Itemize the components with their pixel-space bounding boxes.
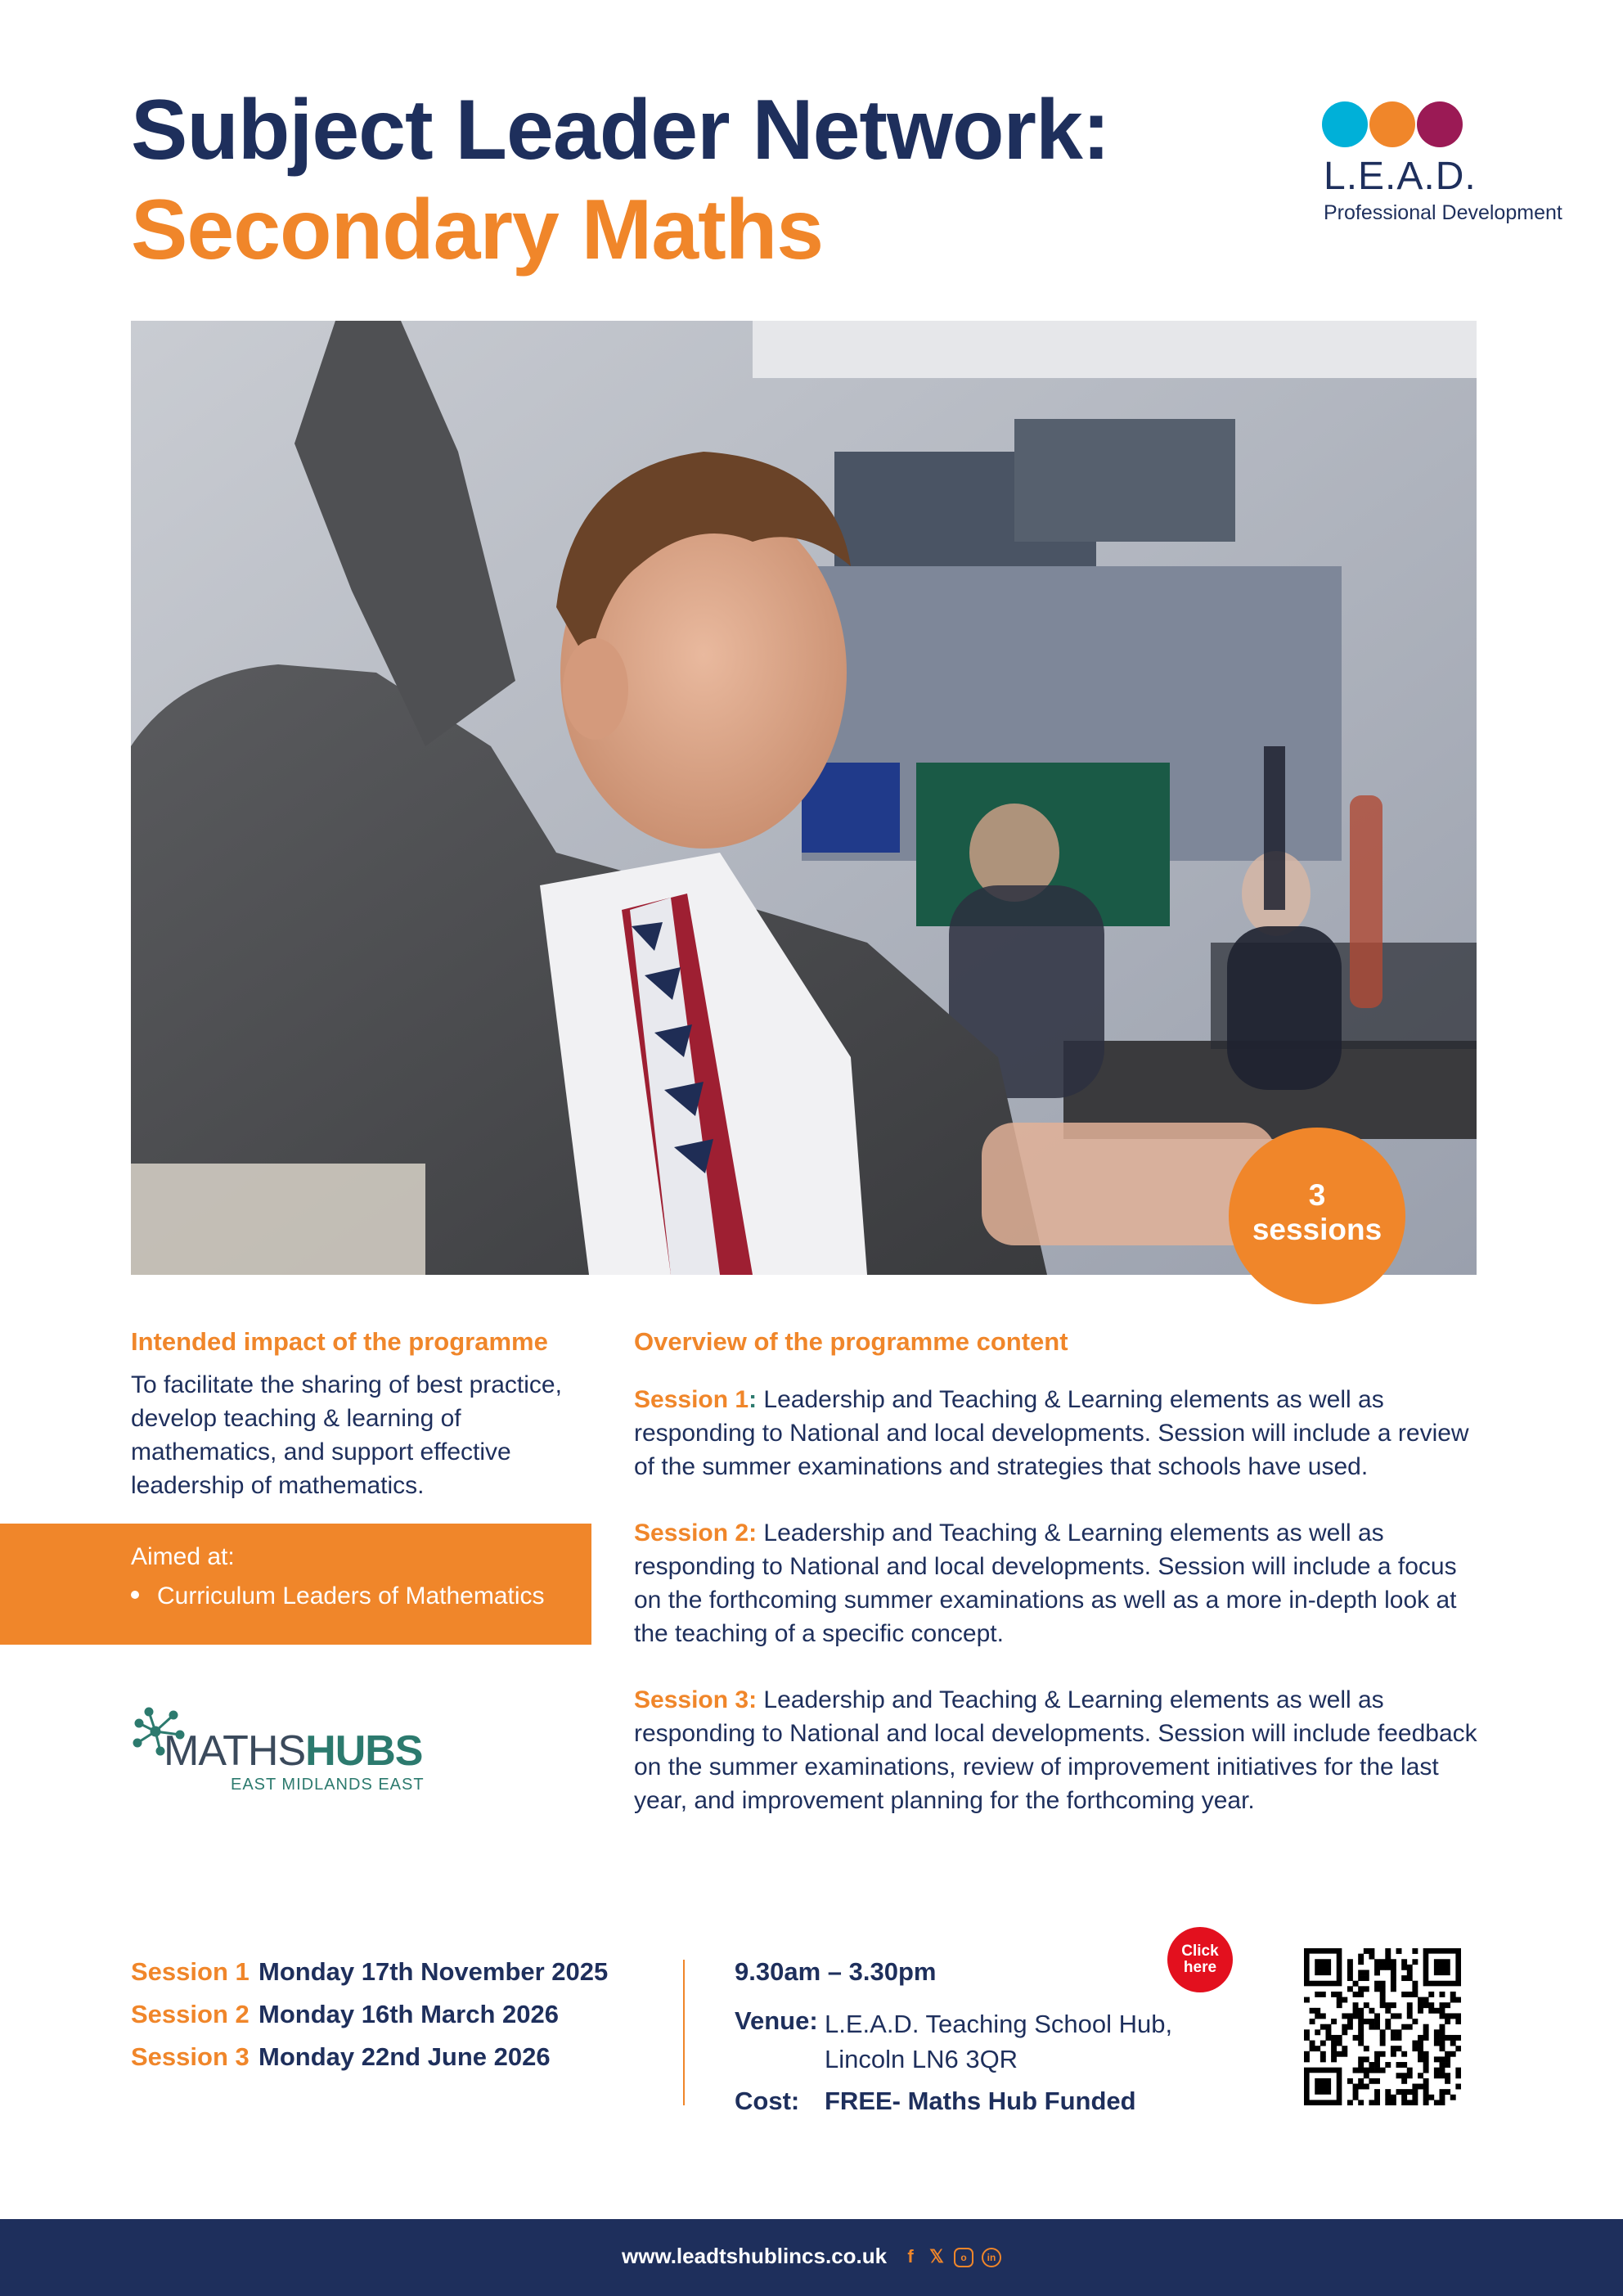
aimed-at-label: Aimed at: — [131, 1543, 235, 1570]
venue-value: L.E.A.D. Teaching School Hub, Lincoln LN6 3QR — [825, 2010, 1173, 2073]
page-title-line1: Subject Leader Network: — [131, 83, 1110, 178]
instagram-icon[interactable]: o — [954, 2248, 973, 2267]
session-time: 9.30am – 3.30pm — [735, 1957, 937, 1986]
date-row: Session 2 Monday 16th March 2026 — [131, 2000, 559, 2028]
x-icon[interactable]: 𝕏 — [929, 2246, 944, 2267]
logo-dot-orange — [1369, 101, 1415, 147]
divider — [683, 1960, 685, 2105]
session-2-description: Session 2: Leadership and Teaching & Learning elements as well as responding to National and local developments. Session will include a focus on the forthcoming summer examinations as well as a more in-depth look at the teaching of a specific concept. — [634, 1519, 1457, 1647]
overview-heading: Overview of the programme content — [634, 1327, 1068, 1356]
maths-hubs-region: EAST MIDLANDS EAST — [231, 1776, 425, 1794]
logo-dot-blue — [1322, 101, 1368, 147]
qr-code-icon[interactable] — [1304, 1948, 1461, 2105]
logo-dot-purple — [1417, 101, 1463, 147]
bullet-icon — [131, 1591, 139, 1599]
badge-number: 3 — [1308, 1178, 1326, 1212]
logo-tagline: Professional Development — [1324, 201, 1562, 224]
date-row: Session 1 Monday 17th November 2025 — [131, 1957, 609, 1986]
sessions-badge — [1229, 1128, 1405, 1304]
impact-body: To facilitate the sharing of best practice, develop teaching & learning of mathematics, and support effective leadership of mathematics. — [131, 1371, 562, 1499]
footer-bar — [0, 2219, 1623, 2296]
maths-hubs-name: MATHSHUBS — [164, 1727, 423, 1775]
cost-value: FREE- Maths Hub Funded — [825, 2087, 1136, 2115]
website-link[interactable]: www.leadtshublincs.co.uk — [622, 2244, 888, 2268]
impact-heading: Intended impact of the programme — [131, 1327, 548, 1356]
session-1-description: Session 1: Leadership and Teaching & Learning elements as well as responding to National and local developments. Session will include a review of the summer examinations and strategies that schools have used. — [634, 1386, 1469, 1480]
page-title-line2: Secondary Maths — [131, 182, 824, 277]
cost-label: Cost: — [735, 2087, 800, 2115]
date-row: Session 3 Monday 22nd June 2026 — [131, 2042, 551, 2071]
click-here-button[interactable]: Click here — [1167, 1927, 1233, 1992]
maths-hubs-logo — [131, 1707, 425, 1797]
facebook-icon[interactable]: f — [907, 2246, 914, 2267]
badge-label: sessions — [1252, 1213, 1382, 1246]
logo-name: L.E.A.D. — [1324, 155, 1477, 198]
aimed-at-item — [131, 1582, 545, 1610]
lead-logo — [1319, 97, 1589, 227]
aimed-at-item-text: Curriculum Leaders of Mathematics — [157, 1582, 545, 1609]
linkedin-icon[interactable]: in — [982, 2248, 1001, 2267]
aimed-at-panel — [0, 1524, 591, 1645]
session-3-description: Session 3: Leadership and Teaching & Learning elements as well as responding to National and local developments. Session will include feedback on the summer examinations, review of improvement initiatives for the last year, and improvement planning for the forthcoming year. — [634, 1686, 1477, 1814]
venue-label: Venue: — [735, 2006, 818, 2035]
